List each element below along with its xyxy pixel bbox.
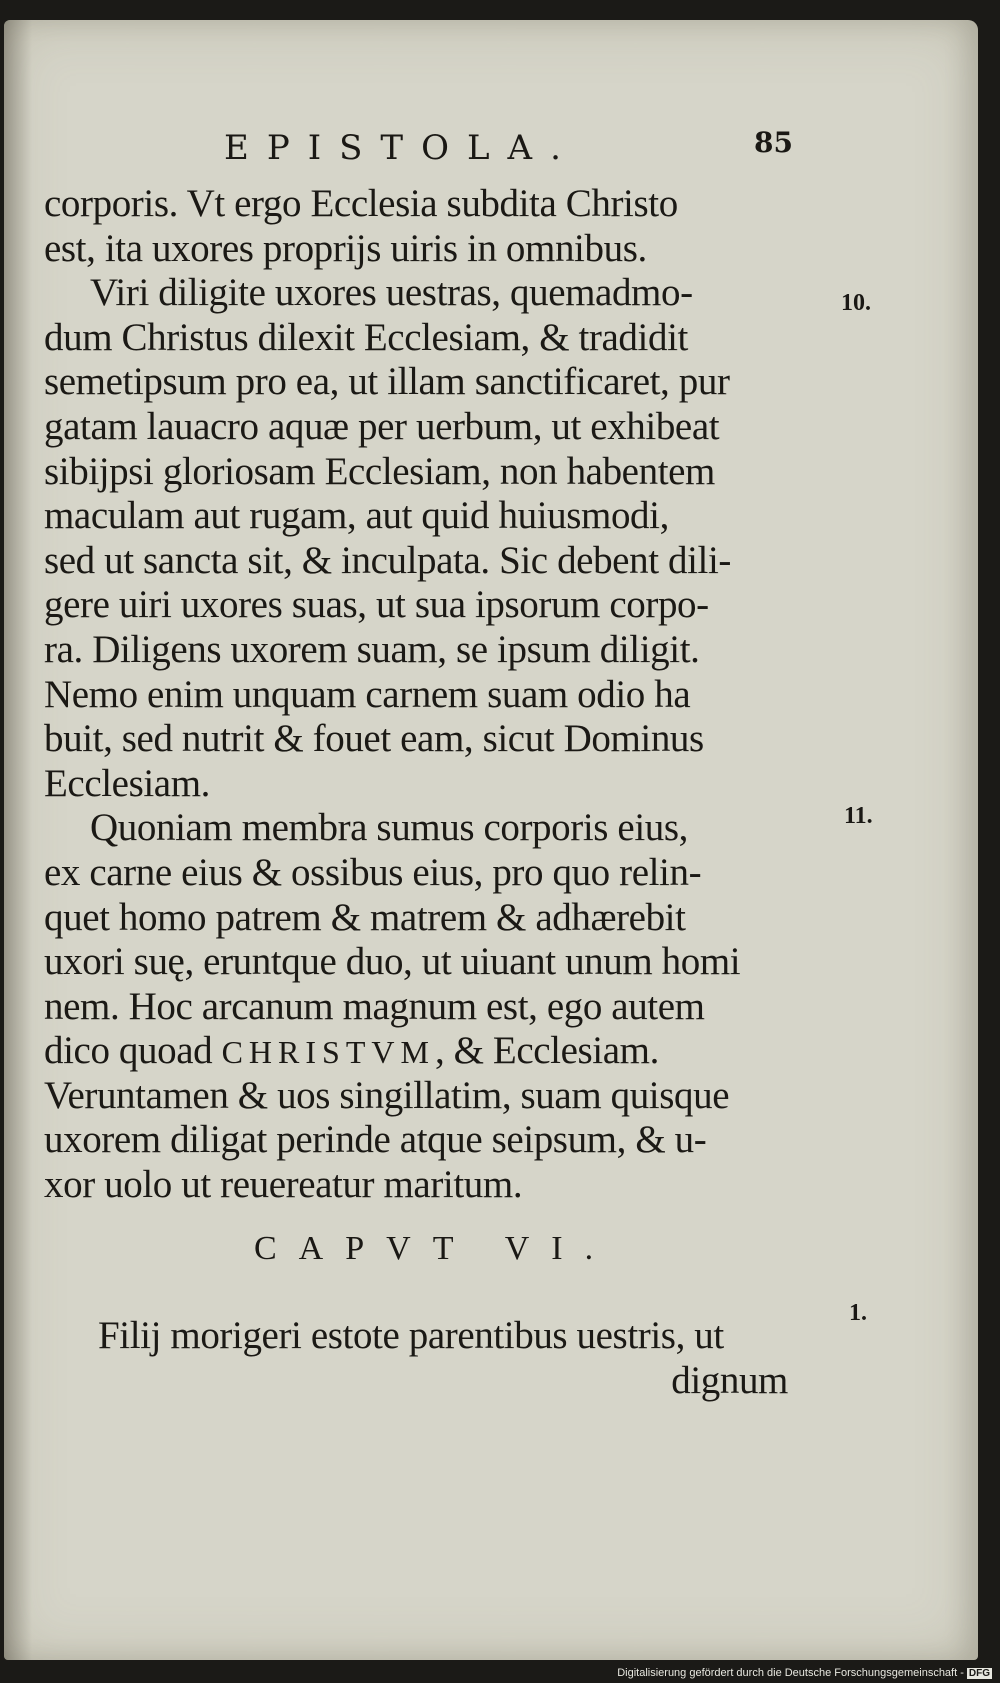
text-line: gatam lauacro aquæ per uerbum, ut exhibeat (44, 404, 720, 448)
text-line: Nemo enim unquam carnem suam odio ha (44, 672, 691, 716)
text-line: uxori suę, eruntque duo, ut uiuant unum homi (44, 940, 741, 984)
text-line: maculam aut rugam, aut quid huiusmodi, (44, 494, 669, 538)
text-line: buit, sed nutrit & fouet eam, sicut Dominus (44, 717, 704, 761)
text-line: dum Christus dilexit Ecclesiam, & tradidit (44, 315, 688, 359)
text-line: Filij morigeri estote parentibus uestris, ut (98, 1314, 724, 1357)
text-line (44, 1029, 782, 1074)
text-line: Ecclesiam. (44, 761, 210, 805)
verse-number: 10. (841, 290, 871, 316)
text-line: sed ut sancta sit, & inculpata. Sic debent dili- (44, 538, 731, 582)
text-line: Quoniam membra sumus corporis eius, (90, 806, 688, 850)
verse-number: 1. (849, 1300, 867, 1326)
book-page (4, 20, 978, 1660)
text-line: uxorem diligat perinde atque seipsum, & u- (44, 1118, 707, 1162)
digitization-credit (617, 1667, 992, 1679)
text-segment: , & Ecclesiam. (434, 1029, 659, 1073)
text-segment: dico quoad (44, 1029, 213, 1073)
text-line: corporis. Vt ergo Ecclesia subdita Christo (44, 182, 678, 225)
small-caps-name: CHRISTVM (221, 1034, 435, 1071)
text-line: gere uiri uxores suas, ut sua ipsorum corpo- (44, 583, 709, 627)
credit-text: Digitalisierung gefördert durch die Deutsche Forschungsgemeinschaft - (617, 1667, 964, 1679)
text-line: Viri diligite uxores uestras, quemadmo- (90, 271, 693, 315)
text-line: ex carne eius & ossibus eius, pro quo relin- (44, 850, 702, 894)
folio-number: 85 (754, 126, 793, 159)
text-line: Veruntamen & uos singillatim, suam quisque (44, 1073, 730, 1117)
text-line: est, ita uxores proprijs uiris in omnibus. (44, 226, 647, 270)
chapter-text-block (98, 1310, 788, 1402)
text-line: semetipsum pro ea, ut illam sanctificaret, pur (44, 360, 730, 404)
text-line: ra. Diligens uxorem suam, se ipsum diligit. (44, 627, 700, 671)
running-head: EPISTOLA. (224, 128, 579, 168)
dfg-logo: DFG (968, 1668, 990, 1679)
page-spine-shadow (4, 20, 32, 1660)
text-line: xor uolo ut reuereatur maritum. (44, 1163, 523, 1207)
main-text-block (44, 182, 782, 1208)
verse-number: 11. (844, 803, 873, 829)
chapter-heading: CAPVT VI. (254, 1230, 616, 1267)
catchword: dignum (671, 1358, 788, 1402)
text-line: quet homo patrem & matrem & adhærebit (44, 895, 686, 939)
text-line: sibijpsi gloriosam Ecclesiam, non habentem (44, 449, 715, 493)
text-line: nem. Hoc arcanum magnum est, ego autem (44, 984, 705, 1028)
